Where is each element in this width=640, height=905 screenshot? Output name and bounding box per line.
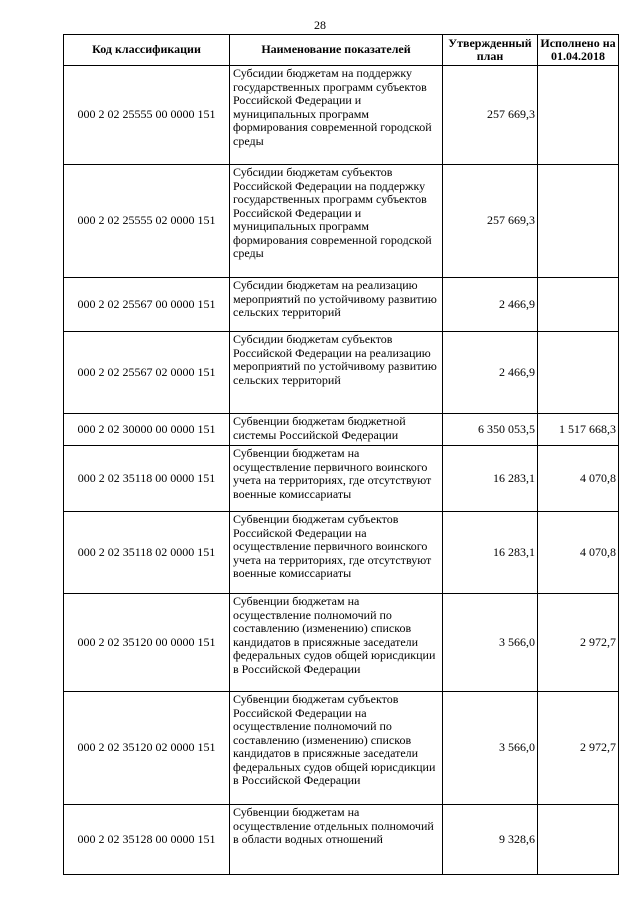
row-done: 2 972,7 xyxy=(538,692,619,805)
row-name: Субсидии бюджетам субъектов Российской Федерации на реализацию мероприятий по устойчивому развитию сельских территорий xyxy=(230,332,443,414)
table-row xyxy=(64,165,619,278)
row-plan: 2 466,9 xyxy=(443,278,538,332)
row-done xyxy=(538,805,619,875)
row-plan: 257 669,3 xyxy=(443,165,538,278)
table-row xyxy=(64,66,619,165)
row-done: 1 517 668,3 xyxy=(538,414,619,446)
header-code: Код классификации xyxy=(64,35,230,66)
row-plan: 2 466,9 xyxy=(443,332,538,414)
row-done xyxy=(538,278,619,332)
row-done xyxy=(538,66,619,165)
row-name: Субсидии бюджетам субъектов Российской Федерации на поддержку государственных программ субъектов Российской Федерации и муниципальных программ формирования современной городской среды xyxy=(230,165,443,278)
header-name: Наименование показателей xyxy=(230,35,443,66)
row-name: Субвенции бюджетам субъектов Российской Федерации на осуществление первичного воинского учета на территориях, где отсутствуют военные комиссариаты xyxy=(230,512,443,594)
row-plan: 6 350 053,5 xyxy=(443,414,538,446)
row-code: 000 2 02 35118 00 0000 151 xyxy=(64,446,230,512)
row-code: 000 2 02 35120 00 0000 151 xyxy=(64,594,230,692)
row-name: Субсидии бюджетам на реализацию мероприятий по устойчивому развитию сельских территорий xyxy=(230,278,443,332)
table-header-row xyxy=(64,35,619,66)
row-code: 000 2 02 25555 00 0000 151 xyxy=(64,66,230,165)
row-code: 000 2 02 35118 02 0000 151 xyxy=(64,512,230,594)
table-row xyxy=(64,414,619,446)
row-code: 000 2 02 30000 00 0000 151 xyxy=(64,414,230,446)
table-row xyxy=(64,332,619,414)
page-number: 28 xyxy=(314,18,326,32)
row-done: 2 972,7 xyxy=(538,594,619,692)
table-row xyxy=(64,805,619,875)
budget-table xyxy=(63,34,619,875)
row-plan: 9 328,6 xyxy=(443,805,538,875)
row-plan: 257 669,3 xyxy=(443,66,538,165)
table-row xyxy=(64,594,619,692)
row-code: 000 2 02 25567 00 0000 151 xyxy=(64,278,230,332)
row-name: Субвенции бюджетам бюджетной системы Российской Федерации xyxy=(230,414,443,446)
row-code: 000 2 02 35128 00 0000 151 xyxy=(64,805,230,875)
header-plan: Утвержденный план xyxy=(443,35,538,66)
row-name: Субвенции бюджетам на осуществление первичного воинского учета на территориях, где отсутствуют военные комиссариаты xyxy=(230,446,443,512)
table-row xyxy=(64,692,619,805)
table-row xyxy=(64,278,619,332)
row-plan: 16 283,1 xyxy=(443,512,538,594)
row-code: 000 2 02 35120 02 0000 151 xyxy=(64,692,230,805)
table-row xyxy=(64,512,619,594)
row-name: Субсидии бюджетам на поддержку государственных программ субъектов Российской Федерации и муниципальных программ формирования современной городской среды xyxy=(230,66,443,165)
row-code: 000 2 02 25555 02 0000 151 xyxy=(64,165,230,278)
table-row xyxy=(64,446,619,512)
row-plan: 3 566,0 xyxy=(443,692,538,805)
row-done: 4 070,8 xyxy=(538,512,619,594)
row-name: Субвенции бюджетам на осуществление отдельных полномочий в области водных отношений xyxy=(230,805,443,875)
header-done: Исполнено на 01.04.2018 xyxy=(538,35,619,66)
row-done xyxy=(538,165,619,278)
row-name: Субвенции бюджетам на осуществление полномочий по составлению (изменению) списков кандидатов в присяжные заседатели федеральных судов общей юрисдикции в Российской Федерации xyxy=(230,594,443,692)
row-name: Субвенции бюджетам субъектов Российской Федерации на осуществление полномочий по составлению (изменению) списков кандидатов в присяжные заседатели федеральных судов общей юрисдикции в Российской Федерации xyxy=(230,692,443,805)
row-done xyxy=(538,332,619,414)
row-done: 4 070,8 xyxy=(538,446,619,512)
row-plan: 16 283,1 xyxy=(443,446,538,512)
row-code: 000 2 02 25567 02 0000 151 xyxy=(64,332,230,414)
row-plan: 3 566,0 xyxy=(443,594,538,692)
